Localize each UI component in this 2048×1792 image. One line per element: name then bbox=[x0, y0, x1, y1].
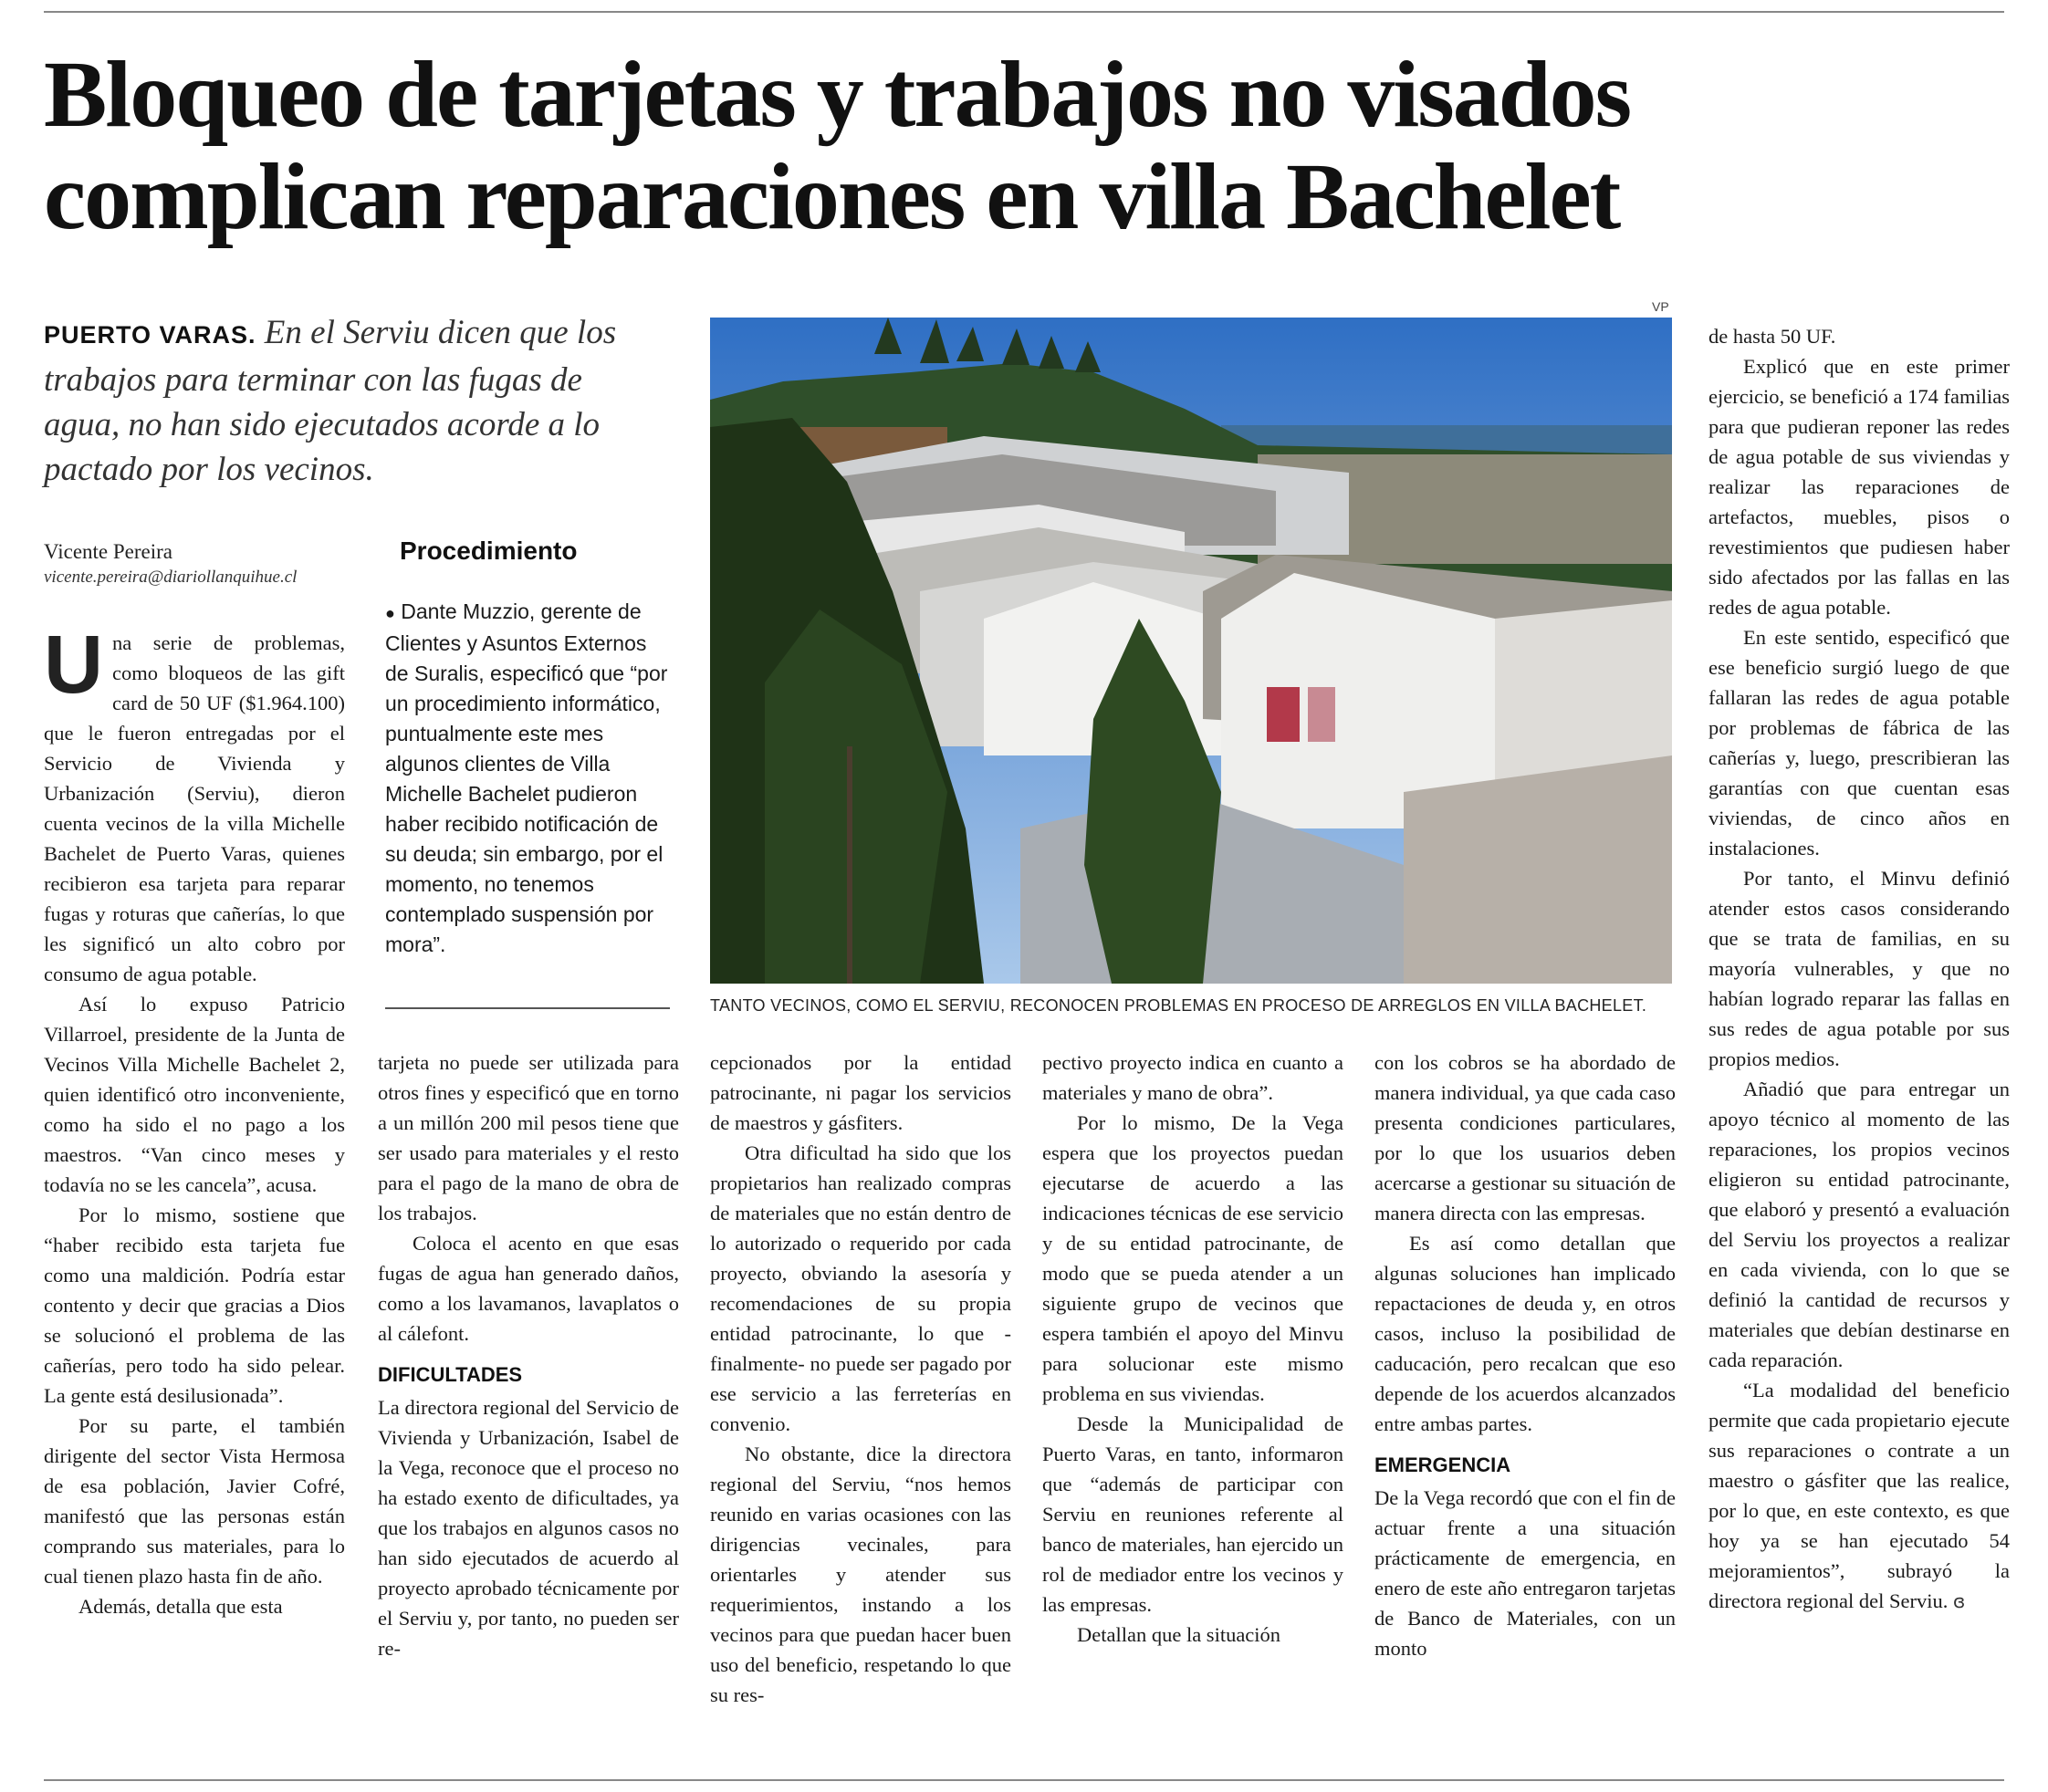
col6-p6-text: “La modalidad del beneficio permite que cada propietario ejecute sus reparaciones o contrate a un maestro o gásfiter que las realice, por lo que, en este contexto, es que hoy ya se han ejecutado 54 mejoramientos”, subrayó la directora regional del Serviu. bbox=[1708, 1379, 2010, 1612]
bullet-icon: ● bbox=[385, 604, 395, 622]
headline bbox=[44, 44, 2015, 248]
news-photo bbox=[710, 318, 1672, 984]
sidebar-text bbox=[385, 597, 675, 960]
houses-photo-illustration bbox=[710, 318, 1672, 984]
subhead-dificultades: DIFICULTADES bbox=[378, 1363, 523, 1386]
col4-paragraph-4: Detallan que la situación bbox=[1077, 1623, 1281, 1646]
lede-place: PUERTO VARAS. bbox=[44, 321, 256, 349]
col1-paragraph-5: Además, detalla que esta bbox=[78, 1595, 283, 1618]
column-5 bbox=[1374, 1047, 1676, 1663]
col6-paragraph-1: de hasta 50 UF. bbox=[1708, 325, 1836, 348]
byline bbox=[44, 538, 345, 589]
drop-cap: U bbox=[44, 620, 103, 711]
col6-paragraph-3: En este sentido, especificó que ese beneficio surgió luego de que fallaran las redes de agua potable por problemas de fábrica de las cañerías y, luego, prescribieran las garantías con que cuentan esas viviendas, de cinco años en instalaciones. bbox=[1708, 626, 2010, 860]
column-2 bbox=[378, 1047, 679, 1663]
col6-paragraph-4: Por tanto, el Minvu definió atender estos casos considerando que se trata de familias, en su mayoría vulnerables, y que no habían logrado reparar las fallas en sus redes de agua potable por sus propios medios. bbox=[1708, 867, 2010, 1070]
col2-paragraph-3: La directora regional del Servicio de Vivienda y Urbanización, Isabel de la Vega, reconoce que el proceso no ha estado exento de dificultades, ya que los trabajos en algunos casos no han sido ejecutados de acuerdo al proyecto aprobado técnicamente por el Serviu y, por tanto, no pueden ser re- bbox=[378, 1396, 679, 1660]
col2-paragraph-2: Coloca el acento en que esas fugas de agua han generado daños, como a los lavamanos, lavaplatos o al cálefont. bbox=[378, 1232, 679, 1345]
col2-paragraph-1: tarjeta no puede ser utilizada para otros fines y especificó que en torno a un millón 200 mil pesos tiene que ser usado para materiales y el resto para el pago de la mano de obra de los trabajos. bbox=[378, 1051, 679, 1224]
col1-paragraph-2: Así lo expuso Patricio Villarroel, presidente de la Junta de Vecinos Villa Michelle Bachelet 2, quien identificó otro inconveniente, como ha sido el no pago a los maestros. “Van cinco meses y todavía no se les cancela”, acusa. bbox=[44, 993, 345, 1196]
top-rule bbox=[44, 11, 2004, 13]
column-4 bbox=[1042, 1047, 1343, 1650]
col6-paragraph-2: Explicó que en este primer ejercicio, se benefició a 174 familias para que pudieran reponer las redes de agua potable de sus viviendas y realizar las reparaciones de artefactos, muebles, pisos o revestimientos que pudiesen haber sido afectados por las fallas en las redes de agua potable. bbox=[1708, 355, 2010, 619]
col5-paragraph-1: con los cobros se ha abordado de manera individual, ya que cada caso presenta condiciones particulares, por lo que los usuarios deben acercarse a gestionar su situación de manera directa con las empresas. bbox=[1374, 1051, 1676, 1224]
subhead-emergencia: EMERGENCIA bbox=[1374, 1453, 1511, 1476]
headline-line-1: Bloqueo de tarjetas y trabajos no visados bbox=[44, 42, 1631, 147]
end-of-article-icon: ɞ bbox=[1953, 1590, 1966, 1612]
sidebar-title: Procedimiento bbox=[400, 537, 578, 565]
col1-paragraph-1 bbox=[44, 620, 345, 989]
col1-paragraph-3: Por lo mismo, sostiene que “haber recibido esta tarjeta fue como una maldición. Podría estar contento y decir que gracias a Dios se solucionó el problema de las cañerías, pero todo ha sido pelear. La gente está desilusionada”. bbox=[44, 1203, 345, 1407]
col4-paragraph-2: Por lo mismo, De la Vega espera que los proyectos puedan ejecutarse de acuerdo a las indicaciones técnicas de ese servicio y de su entidad patrocinante, de modo que se pueda atender a un siguiente grupo de vecinos que espera también el apoyo del Minvu para solucionar este mismo problema en sus viviendas. bbox=[1042, 1111, 1343, 1405]
col1-paragraph-4: Por su parte, el también dirigente del sector Vista Hermosa de esa población, Javier Cofré, manifestó que las personas están comprando sus materiales, para lo cual tienen plazo hasta fin de año. bbox=[44, 1414, 345, 1588]
column-6 bbox=[1708, 321, 2010, 1617]
col3-paragraph-2: Otra dificultad ha sido que los propietarios han realizado compras de materiales que no están dentro de lo autorizado o requerido por cada proyecto, obviando la asesoría y recomendaciones de su propia entidad patrocinante, lo que -finalmente- no puede ser pagado por ese servicio a las ferreterías en convenio. bbox=[710, 1141, 1011, 1435]
column-1 bbox=[44, 620, 345, 1621]
col5-paragraph-3: De la Vega recordó que con el fin de actuar frente a una situación prácticamente de emergencia, en enero de este año entregaron tarjetas de Banco de Materiales, con un monto bbox=[1374, 1486, 1676, 1660]
photo-caption: TANTO VECINOS, COMO EL SERVIU, RECONOCEN PROBLEMAS EN PROCESO DE ARREGLOS EN VILLA BACHELET. bbox=[710, 996, 1647, 1015]
author-email: vicente.pereira@diariollanquihue.cl bbox=[44, 568, 298, 587]
column-3 bbox=[710, 1047, 1011, 1710]
headline-line-2: complican reparaciones en villa Bachelet bbox=[44, 144, 1620, 249]
col6-paragraph-5: Añadió que para entregar un apoyo técnico al momento de las reparaciones, los propios vecinos eligieron su entidad patrocinante, que elaboró y presentó a evaluación del Serviu los proyectos a realizar en cada vivienda, con lo que se definió la cantidad de recursos y materiales que debían destinarse en cada reparación. bbox=[1708, 1078, 2010, 1371]
col4-paragraph-1: pectivo proyecto indica en cuanto a materiales y mano de obra”. bbox=[1042, 1051, 1343, 1104]
col6-paragraph-6 bbox=[1708, 1375, 2010, 1617]
col3-paragraph-1: cepcionados por la entidad patrocinante, ni pagar los servicios de maestros y gásfiters. bbox=[710, 1051, 1011, 1134]
sidebar-rule bbox=[385, 1007, 670, 1009]
col1-p1-text: na serie de problemas, como bloqueos de las gift card de 50 UF ($1.964.100) que le fueron entregadas por el Servicio de Vivienda y Urbanización (Serviu), dieron cuenta vecinos de la villa Michelle Bachelet de Puerto Varas, quienes recibieron esa tarjeta para reparar fugas y roturas que cañerías, lo que les significó un alto cobro por consumo de agua potable. bbox=[44, 631, 345, 985]
lede bbox=[44, 310, 664, 492]
author-name: Vicente Pereira bbox=[44, 540, 173, 563]
col4-paragraph-3: Desde la Municipalidad de Puerto Varas, en tanto, informaron que “además de participar con Serviu en reuniones referente al banco de materiales, han ejercido un rol de mediador entre los vecinos y las empresas. bbox=[1042, 1412, 1343, 1616]
photo-credit: VP bbox=[1652, 299, 1669, 314]
lede-text: En el Serviu dicen que los trabajos para terminar con las fugas de agua, no han sido ejecutados acorde a lo pactado por los vecinos. bbox=[44, 314, 617, 488]
col5-paragraph-2: Es así como detallan que algunas soluciones han implicado repactaciones de deuda y, en otros casos, incluso la posibilidad de caducación, pero recalcan que eso depende de los acuerdos alcanzados entre ambas partes. bbox=[1374, 1232, 1676, 1435]
sidebar-text-body: Dante Muzzio, gerente de Clientes y Asuntos Externos de Suralis, especificó que “por un procedimiento informático, puntualmente este mes algunos clientes de Villa Michelle Bachelet pudieron haber recibido notificación de su deuda; sin embargo, por el momento, no tenemos contemplado suspensión por mora”. bbox=[385, 599, 668, 956]
col3-paragraph-3: No obstante, dice la directora regional del Serviu, “nos hemos reunido en varias ocasiones con las dirigencias vecinales, para orientarles y atender sus requerimientos, instando a los vecinos para que puedan hacer buen uso del beneficio, respetando lo que su res- bbox=[710, 1443, 1011, 1706]
bottom-rule bbox=[44, 1779, 2004, 1781]
